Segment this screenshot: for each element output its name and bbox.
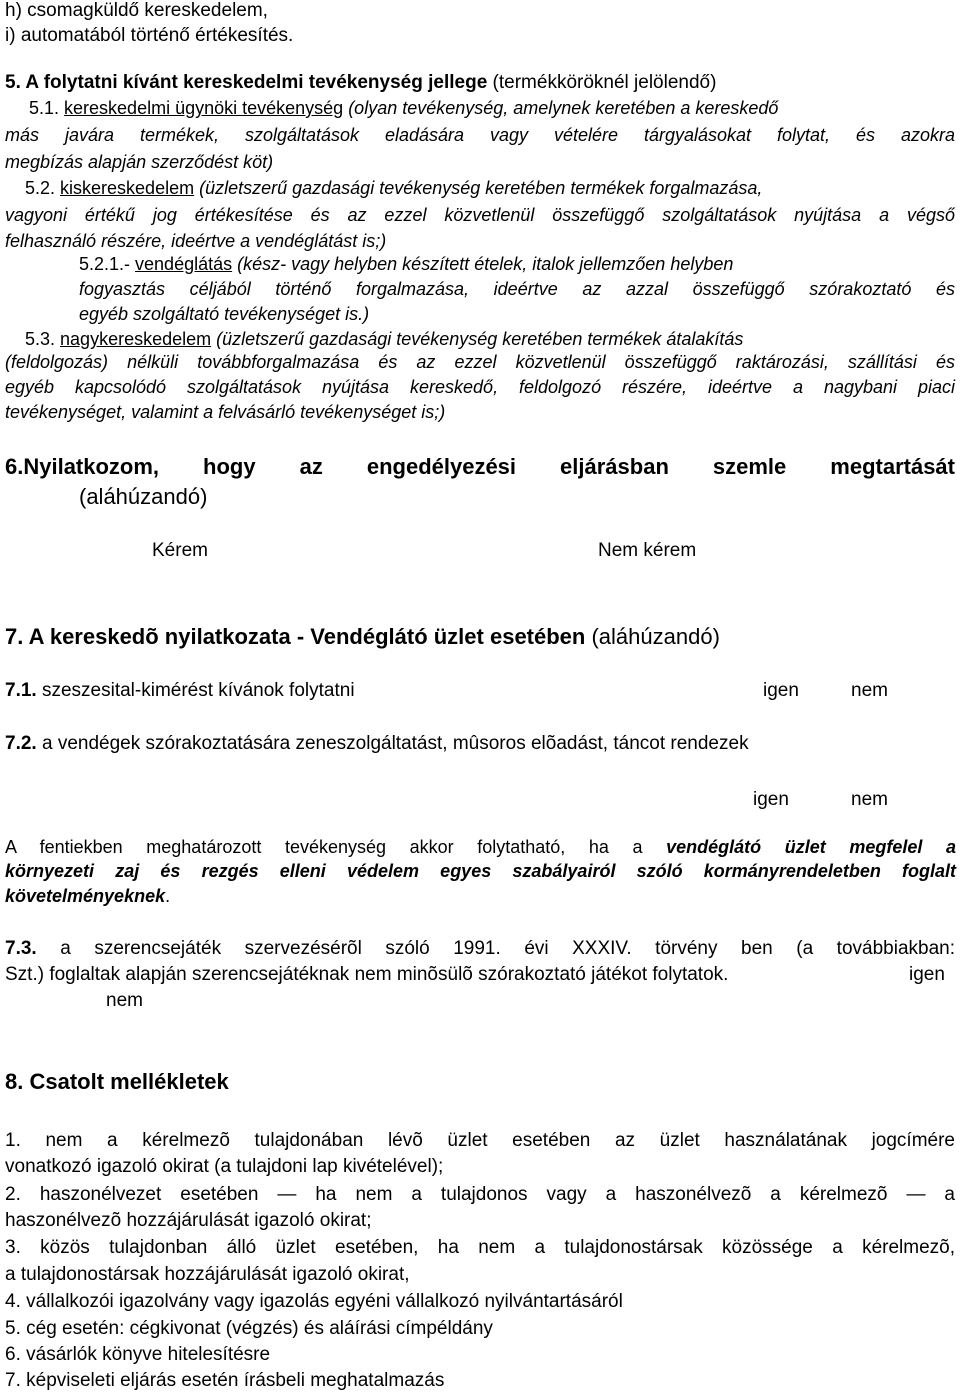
attachment-line: vonatkozó igazoló okirat (a tulajdoni lap kivételével);: [5, 1156, 444, 1177]
attachment-line: a tulajdonostársak hozzájárulását igazoló okirat,: [5, 1264, 410, 1285]
s51-line2: más javára termékek, szolgáltatások eladására vagy vételére tárgyalásokat folytat, és azokra: [5, 125, 955, 145]
item-i: i) automatából történő értékesítés.: [5, 25, 294, 46]
s521-line3: egyéb szolgáltató tevékenységet is.): [79, 304, 370, 324]
s53-line4: tevékenységet, valamint a felvásárló tevékenységet is;): [5, 402, 446, 422]
s521-num: 5.2.1.-: [79, 254, 136, 274]
section5-title-note: (termékköröknél jelölendő): [487, 72, 717, 93]
s52-line1: [5, 178, 762, 199]
s53-num: 5.3.: [25, 329, 61, 349]
attachment-line: 1. nem a kérelmezõ tulajdonában lévõ üzlet esetében az üzlet használatának jogcímére: [5, 1130, 955, 1151]
s53-desc-a: (üzletszerű gazdasági tevékenység keretében termékek átalakítás: [211, 329, 744, 349]
q72-text: a vendégek szórakoztatására zeneszolgáltatást, mûsoros elõadást, táncot rendezek: [36, 733, 749, 754]
q73-line1: [5, 938, 955, 960]
s51-line3: megbízás alapján szerződést köt): [5, 152, 274, 172]
s52-term: kiskereskedelem: [60, 178, 195, 198]
s52-num: 5.2.: [25, 178, 61, 198]
notice-line1: [5, 837, 956, 858]
notice-end: .: [165, 886, 171, 906]
s52-desc-a: (üzletszerű gazdasági tevékenység keretében termékek forgalmazása,: [194, 178, 763, 198]
q73-text-a: a szerencsejáték szervezésérõl szóló 1991. évi XXXIV. törvény ben (a továbbiakban:: [36, 938, 955, 959]
q71-no-option[interactable]: nem: [851, 680, 888, 701]
notice-em-a: vendéglátó üzlet megfelel a: [666, 837, 957, 857]
s52-line2: vagyoni értékű jog értékesítése és az ezzel közvetlenül összefüggő szolgáltatások nyújtása a végső: [5, 205, 955, 225]
s53-term: nagykereskedelem: [60, 329, 212, 349]
notice-line2: környezeti zaj és rezgés elleni védelem egyes szabályairól szóló kormányrendeletben foglalt: [5, 861, 956, 881]
q72-yes-option[interactable]: igen: [753, 789, 789, 810]
section6-note: (aláhúzandó): [79, 484, 208, 509]
s51-term: kereskedelmi ügynöki tevékenység: [64, 98, 344, 118]
section5-title: [5, 72, 716, 94]
q72-line: [5, 733, 749, 755]
s51-num: 5.1.: [29, 98, 65, 118]
inspection-decline-option[interactable]: Nem kérem: [598, 540, 697, 561]
attachment-line: 3. közös tulajdonban álló üzlet esetében, ha nem a tulajdonostársak közössége a kérelmezõ,: [5, 1237, 955, 1258]
s53-line2: (feldolgozás) nélküli továbbforgalmazása és az ezzel közvetlenül összefüggő raktározási, szállítási és: [5, 352, 955, 372]
s51-desc-a: (olyan tevékenység, amelynek keretében a kereskedő: [343, 98, 779, 118]
q71-line: [5, 680, 355, 702]
inspection-request-option[interactable]: Kérem: [152, 540, 208, 561]
attachment-line: 4. vállalkozói igazolvány vagy igazolás egyéni vállalkozó nyilvántartásáról: [5, 1291, 623, 1312]
q73-line2: Szt.) foglaltak alapján szerencsejátéknak nem minõsülõ szórakoztató játékot folytatok.: [5, 964, 729, 985]
s521-line2: fogyasztás céljából történő forgalmazása, ideértve az azzal összefüggő szórakoztató és: [79, 279, 955, 299]
s52-line3: felhasználó részére, ideértve a vendéglátást is;): [5, 231, 387, 251]
attachment-line: 5. cég esetén: cégkivonat (végzés) és aláírási címpéldány: [5, 1318, 493, 1339]
item-h: h) csomagküldő kereskedelem,: [5, 0, 268, 21]
notice-em-c: követelményeknek: [5, 886, 166, 906]
q72-no-option[interactable]: nem: [851, 789, 888, 810]
attachment-line: 7. képviseleti eljárás esetén írásbeli meghatalmazás: [5, 1370, 445, 1391]
s521-term: vendéglátás: [135, 254, 233, 274]
attachment-line: 2. haszonélvezet esetében — ha nem a tulajdonos vagy a haszonélvezõ a kérelmezõ — a: [5, 1184, 955, 1205]
q71-yes-option[interactable]: igen: [763, 680, 799, 701]
s53-line1: [5, 329, 743, 350]
attachment-line: haszonélvezõ hozzájárulását igazoló okirat;: [5, 1210, 372, 1231]
q71-text: szeszesital-kimérést kívánok folytatni: [36, 680, 355, 701]
section6-title: 6.Nyilatkozom, hogy az engedélyezési eljárásban szemle megtartását: [5, 454, 955, 479]
notice-line3: [5, 886, 170, 907]
q73-no-option[interactable]: nem: [106, 990, 143, 1011]
s53-line3: egyéb kapcsolódó szolgáltatások nyújtása kereskedő, feldolgozó részére, ideértve a nagybani piaci: [5, 377, 955, 397]
section7-title-bold: 7. A kereskedõ nyilatkozata - Vendéglátó üzlet esetében: [5, 624, 586, 649]
s521-desc-a: (kész- vagy helyben készített ételek, italok jellemzően helyben: [232, 254, 734, 274]
q71-num: 7.1.: [5, 680, 37, 701]
s521-line1: [79, 254, 733, 275]
section8-title: 8. Csatolt mellékletek: [5, 1069, 229, 1094]
q72-num: 7.2.: [5, 733, 37, 754]
section7-title-note: (aláhúzandó): [585, 624, 720, 649]
attachment-line: 6. vásárlók könyve hitelesítésre: [5, 1344, 271, 1365]
section5-title-bold: 5. A folytatni kívánt kereskedelmi tevékenység jellege: [5, 72, 488, 93]
s51-line1: [5, 98, 778, 119]
section7-title: [5, 624, 720, 649]
q73-num: 7.3.: [5, 938, 37, 959]
notice-text-a: A fentiekben meghatározott tevékenység akkor folytatható, ha a: [5, 837, 667, 857]
q73-yes-option[interactable]: igen: [909, 964, 945, 985]
